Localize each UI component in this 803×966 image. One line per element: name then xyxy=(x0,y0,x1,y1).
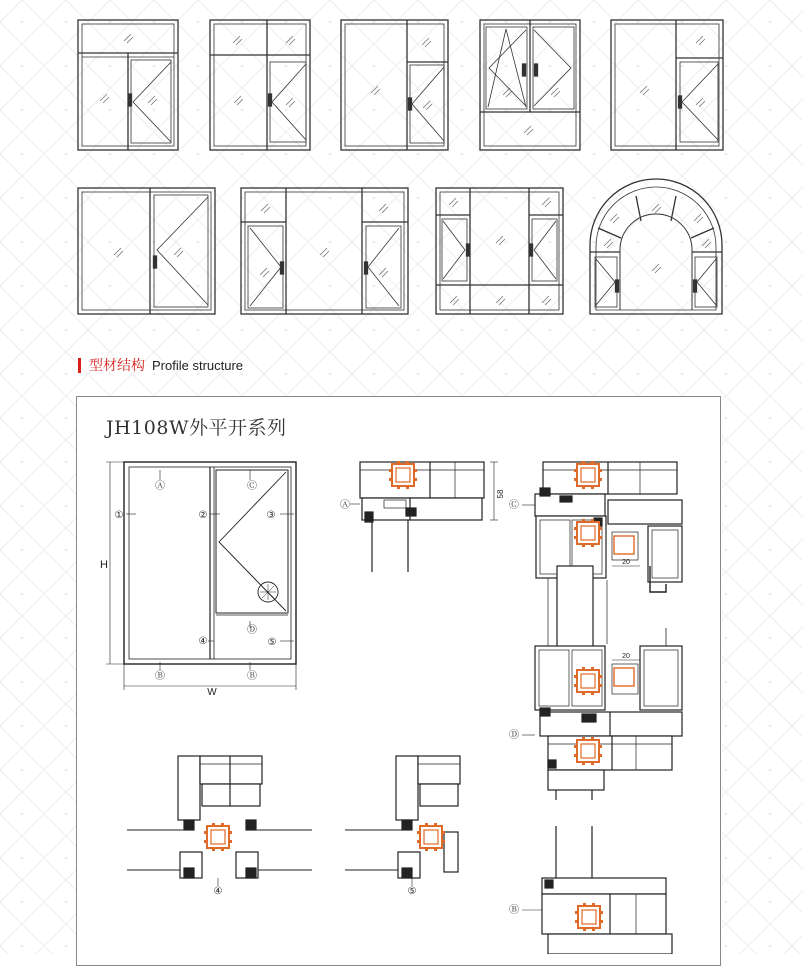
callout-5-section: ⑤ xyxy=(407,886,417,897)
section-A-drawing xyxy=(350,462,498,572)
dim-20-lower: 20 xyxy=(622,653,630,660)
callout-A-elev: Ⓐ xyxy=(155,481,165,492)
callout-D-elev: Ⓓ xyxy=(247,625,257,636)
dim-20-upper: 20 xyxy=(622,559,630,566)
callout-2: ② xyxy=(198,510,208,521)
section-title-cn: 型材结构 xyxy=(89,358,145,374)
dim-58: 58 xyxy=(496,489,505,499)
label-width: W xyxy=(207,687,217,698)
callout-B-section: Ⓑ xyxy=(509,905,519,916)
series-title: JH108W外平开系列 xyxy=(106,417,287,439)
callout-B-left: Ⓑ xyxy=(155,671,165,682)
callout-D-section: Ⓓ xyxy=(509,730,519,741)
callout-C-elev: Ⓒ xyxy=(247,481,257,492)
callout-C-section: Ⓒ xyxy=(509,500,519,511)
callout-1: ① xyxy=(114,510,124,521)
section-title-en: Profile structure xyxy=(152,357,244,373)
callout-4-section: ④ xyxy=(213,886,223,897)
callout-4: ④ xyxy=(198,636,208,647)
label-height: H xyxy=(100,559,108,571)
section-B-drawing xyxy=(522,826,672,954)
callout-B-right: Ⓑ xyxy=(247,671,257,682)
callout-5: ⑤ xyxy=(267,637,277,648)
callout-A-section: Ⓐ xyxy=(340,500,350,511)
elevation-drawing xyxy=(106,462,296,690)
section-4-drawing xyxy=(127,756,312,886)
section-5-drawing xyxy=(345,756,460,886)
section-CD-drawing xyxy=(522,462,682,800)
callout-3: ③ xyxy=(266,510,276,521)
